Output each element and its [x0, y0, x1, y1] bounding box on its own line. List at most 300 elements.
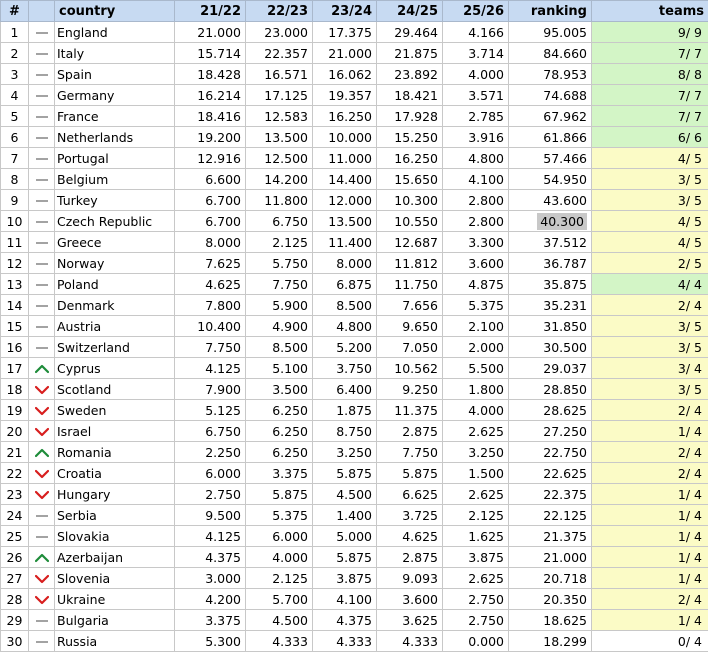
table-row[interactable]: [1, 337, 708, 358]
season-2324-cell: 4.333: [313, 631, 377, 652]
rank-cell: 14: [1, 295, 29, 316]
table-row[interactable]: [1, 421, 708, 442]
ranking-cell: [509, 148, 592, 169]
season-2425-cell: 16.250: [377, 148, 443, 169]
season-2425-cell: 2.875: [377, 547, 443, 568]
season-2526-cell: 0.000: [443, 631, 509, 652]
season-2324-cell: 13.500: [313, 211, 377, 232]
table-row[interactable]: [1, 169, 708, 190]
season-2324-cell: 4.100: [313, 589, 377, 610]
trend-cell: [29, 631, 55, 652]
season-2324-cell: 14.400: [313, 169, 377, 190]
season-2122-cell: 4.625: [175, 274, 246, 295]
country-cell: France: [55, 106, 175, 127]
rank-cell: 11: [1, 232, 29, 253]
season-2324-cell: 19.357: [313, 85, 377, 106]
season-2324-cell: 8.750: [313, 421, 377, 442]
season-2425-cell: 3.600: [377, 589, 443, 610]
rank-cell: 5: [1, 106, 29, 127]
teams-cell: 3/ 5: [592, 169, 708, 190]
season-2526-cell: 3.714: [443, 43, 509, 64]
table-row[interactable]: [1, 190, 708, 211]
rank-cell: 13: [1, 274, 29, 295]
country-cell: Turkey: [55, 190, 175, 211]
ranking-value: 28.625: [543, 403, 587, 418]
season-2324-cell: 1.875: [313, 400, 377, 421]
season-2324-cell: 5.875: [313, 547, 377, 568]
trend-cell: [29, 127, 55, 148]
ranking-value: 43.600: [543, 193, 587, 208]
rank-cell: 15: [1, 316, 29, 337]
season-2122-cell: 4.375: [175, 547, 246, 568]
ranking-value: 20.350: [543, 592, 587, 607]
ranking-cell: [509, 463, 592, 484]
teams-cell: 3/ 5: [592, 337, 708, 358]
season-2122-cell: 12.916: [175, 148, 246, 169]
season-2425-cell: 3.625: [377, 610, 443, 631]
ranking-value: 20.718: [543, 571, 587, 586]
season-2526-cell: 4.100: [443, 169, 509, 190]
dash-icon: [35, 532, 49, 542]
ranking-value: 57.466: [543, 151, 587, 166]
table-row[interactable]: [1, 22, 708, 43]
rank-cell: 7: [1, 148, 29, 169]
ranking-value: 31.850: [543, 319, 587, 334]
ranking-value: 30.500: [543, 340, 587, 355]
dash-icon: [35, 259, 49, 269]
dash-icon: [35, 91, 49, 101]
season-2324-cell: 21.000: [313, 43, 377, 64]
ranking-cell: [509, 547, 592, 568]
ranking-cell: [509, 127, 592, 148]
table-row[interactable]: [1, 568, 708, 589]
table-row[interactable]: [1, 253, 708, 274]
season-2122-cell: 5.125: [175, 400, 246, 421]
rank-cell: 21: [1, 442, 29, 463]
table-row[interactable]: [1, 211, 708, 232]
country-cell: England: [55, 22, 175, 43]
season-2223-cell: 2.125: [246, 232, 313, 253]
teams-cell: 1/ 4: [592, 610, 708, 631]
table-header-row: [1, 1, 708, 22]
ranking-value: 54.950: [543, 172, 587, 187]
teams-cell: 1/ 4: [592, 547, 708, 568]
teams-cell: 1/ 4: [592, 484, 708, 505]
country-cell: Sweden: [55, 400, 175, 421]
trend-cell: [29, 526, 55, 547]
teams-cell: 7/ 7: [592, 43, 708, 64]
country-cell: Scotland: [55, 379, 175, 400]
rank-cell: 12: [1, 253, 29, 274]
season-2324-cell: 6.400: [313, 379, 377, 400]
season-2122-cell: 5.300: [175, 631, 246, 652]
season-2526-cell: 2.750: [443, 589, 509, 610]
season-2324-cell: 11.400: [313, 232, 377, 253]
ranking-cell: [509, 631, 592, 652]
teams-cell: 9/ 9: [592, 22, 708, 43]
trend-cell: [29, 589, 55, 610]
season-2223-cell: 6.250: [246, 400, 313, 421]
season-2425-cell: 29.464: [377, 22, 443, 43]
country-cell: Spain: [55, 64, 175, 85]
season-2223-cell: 4.900: [246, 316, 313, 337]
table-body: [1, 22, 708, 652]
season-2122-cell: 4.125: [175, 358, 246, 379]
trend-cell: [29, 463, 55, 484]
dash-icon: [35, 616, 49, 626]
country-cell: Switzerland: [55, 337, 175, 358]
teams-cell: 2/ 4: [592, 400, 708, 421]
trend-cell: [29, 505, 55, 526]
dash-icon: [35, 133, 49, 143]
header-ranking[interactable]: ranking: [509, 1, 592, 22]
trend-cell: [29, 106, 55, 127]
arrow-down-icon: [35, 469, 49, 479]
ranking-value: 95.005: [543, 25, 587, 40]
header-season-2223[interactable]: 22/23: [246, 1, 313, 22]
ranking-value: 78.953: [543, 67, 587, 82]
country-cell: Azerbaijan: [55, 547, 175, 568]
table-row[interactable]: [1, 43, 708, 64]
rank-cell: 3: [1, 64, 29, 85]
season-2425-cell: 9.650: [377, 316, 443, 337]
table-row[interactable]: [1, 232, 708, 253]
trend-cell: [29, 547, 55, 568]
rank-cell: 6: [1, 127, 29, 148]
rank-cell: 1: [1, 22, 29, 43]
ranking-value: 74.688: [543, 88, 587, 103]
arrow-down-icon: [35, 574, 49, 584]
table-row[interactable]: [1, 358, 708, 379]
season-2223-cell: 6.250: [246, 442, 313, 463]
ranking-value: 18.625: [543, 613, 587, 628]
season-2122-cell: 7.750: [175, 337, 246, 358]
season-2122-cell: 15.714: [175, 43, 246, 64]
arrow-down-icon: [35, 385, 49, 395]
season-2122-cell: 9.500: [175, 505, 246, 526]
trend-cell: [29, 421, 55, 442]
teams-cell: 4/ 4: [592, 274, 708, 295]
season-2324-cell: 16.062: [313, 64, 377, 85]
teams-cell: 0/ 4: [592, 631, 708, 652]
dash-icon: [35, 301, 49, 311]
country-cell: Romania: [55, 442, 175, 463]
ranking-cell: [509, 442, 592, 463]
season-2122-cell: 6.700: [175, 211, 246, 232]
season-2223-cell: 12.583: [246, 106, 313, 127]
ranking-value: 37.512: [543, 235, 587, 250]
table-row[interactable]: [1, 463, 708, 484]
season-2122-cell: 6.600: [175, 169, 246, 190]
season-2324-cell: 5.000: [313, 526, 377, 547]
arrow-down-icon: [35, 595, 49, 605]
teams-cell: 2/ 4: [592, 463, 708, 484]
ranking-cell: [509, 505, 592, 526]
season-2526-cell: 1.625: [443, 526, 509, 547]
season-2526-cell: 3.571: [443, 85, 509, 106]
ranking-value: 35.875: [543, 277, 587, 292]
teams-cell: 6/ 6: [592, 127, 708, 148]
country-cell: Ukraine: [55, 589, 175, 610]
season-2425-cell: 3.725: [377, 505, 443, 526]
season-2425-cell: 11.750: [377, 274, 443, 295]
season-2223-cell: 7.750: [246, 274, 313, 295]
season-2425-cell: 9.093: [377, 568, 443, 589]
country-cell: Norway: [55, 253, 175, 274]
trend-cell: [29, 211, 55, 232]
header-teams[interactable]: teams: [592, 1, 708, 22]
trend-cell: [29, 610, 55, 631]
trend-cell: [29, 253, 55, 274]
season-2324-cell: 4.800: [313, 316, 377, 337]
season-2223-cell: 16.571: [246, 64, 313, 85]
rank-cell: 30: [1, 631, 29, 652]
teams-cell: 1/ 4: [592, 526, 708, 547]
season-2526-cell: 2.625: [443, 484, 509, 505]
ranking-value: 21.000: [543, 550, 587, 565]
header-season-2425[interactable]: 24/25: [377, 1, 443, 22]
country-cell: Bulgaria: [55, 610, 175, 631]
ranking-value: 61.866: [543, 130, 587, 145]
season-2526-cell: 2.800: [443, 211, 509, 232]
season-2425-cell: 2.875: [377, 421, 443, 442]
country-cell: Croatia: [55, 463, 175, 484]
season-2324-cell: 4.375: [313, 610, 377, 631]
ranking-value: 35.231: [543, 298, 587, 313]
season-2526-cell: 4.000: [443, 400, 509, 421]
country-cell: Slovenia: [55, 568, 175, 589]
rank-cell: 8: [1, 169, 29, 190]
country-cell: Slovakia: [55, 526, 175, 547]
country-cell: Israel: [55, 421, 175, 442]
ranking-cell: [509, 232, 592, 253]
season-2324-cell: 5.875: [313, 463, 377, 484]
season-2425-cell: 5.875: [377, 463, 443, 484]
season-2425-cell: 6.625: [377, 484, 443, 505]
table-row[interactable]: [1, 64, 708, 85]
ranking-cell: [509, 22, 592, 43]
season-2223-cell: 5.900: [246, 295, 313, 316]
rank-cell: 4: [1, 85, 29, 106]
rank-cell: 27: [1, 568, 29, 589]
rank-cell: 17: [1, 358, 29, 379]
table-row[interactable]: [1, 442, 708, 463]
table-row[interactable]: [1, 316, 708, 337]
trend-cell: [29, 22, 55, 43]
header-season-2526[interactable]: 25/26: [443, 1, 509, 22]
season-2324-cell: 17.375: [313, 22, 377, 43]
country-cell: Hungary: [55, 484, 175, 505]
dash-icon: [35, 217, 49, 227]
ranking-value: 28.850: [543, 382, 587, 397]
teams-cell: 3/ 5: [592, 379, 708, 400]
ranking-cell: [509, 253, 592, 274]
trend-cell: [29, 190, 55, 211]
dash-icon: [35, 322, 49, 332]
table-row[interactable]: [1, 631, 708, 652]
dash-icon: [35, 343, 49, 353]
ranking-value: 29.037: [543, 361, 587, 376]
teams-cell: 7/ 7: [592, 106, 708, 127]
season-2526-cell: 4.800: [443, 148, 509, 169]
season-2324-cell: 3.750: [313, 358, 377, 379]
table-row[interactable]: [1, 589, 708, 610]
season-2122-cell: 2.750: [175, 484, 246, 505]
season-2425-cell: 23.892: [377, 64, 443, 85]
ranking-cell: [509, 169, 592, 190]
teams-cell: 3/ 4: [592, 358, 708, 379]
season-2223-cell: 4.333: [246, 631, 313, 652]
teams-cell: 3/ 5: [592, 316, 708, 337]
season-2223-cell: 5.750: [246, 253, 313, 274]
season-2122-cell: 3.000: [175, 568, 246, 589]
dash-icon: [35, 238, 49, 248]
table-row[interactable]: [1, 610, 708, 631]
season-2223-cell: 2.125: [246, 568, 313, 589]
season-2425-cell: 21.875: [377, 43, 443, 64]
ranking-value: 67.962: [543, 109, 587, 124]
ranking-cell: [509, 400, 592, 421]
season-2526-cell: 2.785: [443, 106, 509, 127]
table-row[interactable]: [1, 295, 708, 316]
season-2324-cell: 16.250: [313, 106, 377, 127]
dash-icon: [35, 511, 49, 521]
rank-cell: 19: [1, 400, 29, 421]
ranking-cell: [509, 589, 592, 610]
season-2122-cell: 2.250: [175, 442, 246, 463]
season-2425-cell: 7.050: [377, 337, 443, 358]
season-2425-cell: 4.625: [377, 526, 443, 547]
trend-cell: [29, 295, 55, 316]
rank-cell: 22: [1, 463, 29, 484]
ranking-cell: [509, 379, 592, 400]
country-cell: Austria: [55, 316, 175, 337]
season-2122-cell: 6.000: [175, 463, 246, 484]
ranking-cell: [509, 526, 592, 547]
season-2122-cell: 16.214: [175, 85, 246, 106]
country-cell: Serbia: [55, 505, 175, 526]
dash-icon: [35, 112, 49, 122]
season-2526-cell: 3.600: [443, 253, 509, 274]
arrow-down-icon: [35, 427, 49, 437]
season-2526-cell: 4.000: [443, 64, 509, 85]
ranking-cell: [509, 211, 592, 232]
rank-cell: 29: [1, 610, 29, 631]
table-row[interactable]: [1, 547, 708, 568]
ranking-cell: [509, 43, 592, 64]
rank-cell: 10: [1, 211, 29, 232]
header-rank[interactable]: #: [1, 1, 29, 22]
table-row[interactable]: [1, 127, 708, 148]
season-2425-cell: 4.333: [377, 631, 443, 652]
season-2425-cell: 7.750: [377, 442, 443, 463]
season-2526-cell: 5.375: [443, 295, 509, 316]
season-2324-cell: 1.400: [313, 505, 377, 526]
ranking-value: 22.125: [543, 508, 587, 523]
table-row[interactable]: [1, 106, 708, 127]
country-cell: Italy: [55, 43, 175, 64]
trend-cell: [29, 442, 55, 463]
ranking-cell: [509, 358, 592, 379]
arrow-up-icon: [35, 448, 49, 458]
season-2324-cell: 12.000: [313, 190, 377, 211]
table-row[interactable]: [1, 484, 708, 505]
season-2122-cell: 8.000: [175, 232, 246, 253]
dash-icon: [35, 154, 49, 164]
ranking-cell: [509, 316, 592, 337]
arrow-down-icon: [35, 406, 49, 416]
season-2526-cell: 2.625: [443, 568, 509, 589]
dash-icon: [35, 196, 49, 206]
season-2324-cell: 8.500: [313, 295, 377, 316]
season-2122-cell: 18.416: [175, 106, 246, 127]
trend-cell: [29, 316, 55, 337]
table-row[interactable]: [1, 505, 708, 526]
trend-cell: [29, 337, 55, 358]
rank-cell: 18: [1, 379, 29, 400]
season-2425-cell: 10.550: [377, 211, 443, 232]
season-2425-cell: 10.562: [377, 358, 443, 379]
season-2223-cell: 4.500: [246, 610, 313, 631]
season-2122-cell: 7.800: [175, 295, 246, 316]
ranking-cell: [509, 274, 592, 295]
country-cell: Netherlands: [55, 127, 175, 148]
season-2526-cell: 2.625: [443, 421, 509, 442]
table-row[interactable]: [1, 526, 708, 547]
header-season-2122[interactable]: 21/22: [175, 1, 246, 22]
rank-cell: 23: [1, 484, 29, 505]
trend-cell: [29, 43, 55, 64]
table-row[interactable]: [1, 379, 708, 400]
teams-cell: 2/ 4: [592, 295, 708, 316]
trend-cell: [29, 85, 55, 106]
trend-cell: [29, 169, 55, 190]
trend-cell: [29, 484, 55, 505]
header-country[interactable]: country: [55, 1, 175, 22]
table-row[interactable]: [1, 148, 708, 169]
trend-cell: [29, 274, 55, 295]
season-2223-cell: 17.125: [246, 85, 313, 106]
season-2122-cell: 7.625: [175, 253, 246, 274]
ranking-value: 27.250: [543, 424, 587, 439]
header-trend: [29, 1, 55, 22]
header-season-2324[interactable]: 23/24: [313, 1, 377, 22]
ranking-cell: [509, 295, 592, 316]
trend-cell: [29, 379, 55, 400]
season-2526-cell: 5.500: [443, 358, 509, 379]
country-cell: Russia: [55, 631, 175, 652]
dash-icon: [35, 70, 49, 80]
season-2122-cell: 6.750: [175, 421, 246, 442]
ranking-value: 21.375: [543, 529, 587, 544]
season-2122-cell: 19.200: [175, 127, 246, 148]
season-2223-cell: 5.375: [246, 505, 313, 526]
table-row[interactable]: [1, 85, 708, 106]
teams-cell: 4/ 5: [592, 211, 708, 232]
season-2526-cell: 1.800: [443, 379, 509, 400]
teams-cell: 1/ 4: [592, 505, 708, 526]
season-2223-cell: 3.500: [246, 379, 313, 400]
rank-cell: 20: [1, 421, 29, 442]
ranking-value: 22.375: [543, 487, 587, 502]
season-2425-cell: 12.687: [377, 232, 443, 253]
table-row[interactable]: [1, 400, 708, 421]
table-row[interactable]: [1, 274, 708, 295]
country-cell: Portugal: [55, 148, 175, 169]
trend-cell: [29, 148, 55, 169]
teams-cell: 2/ 4: [592, 589, 708, 610]
season-2223-cell: 4.000: [246, 547, 313, 568]
